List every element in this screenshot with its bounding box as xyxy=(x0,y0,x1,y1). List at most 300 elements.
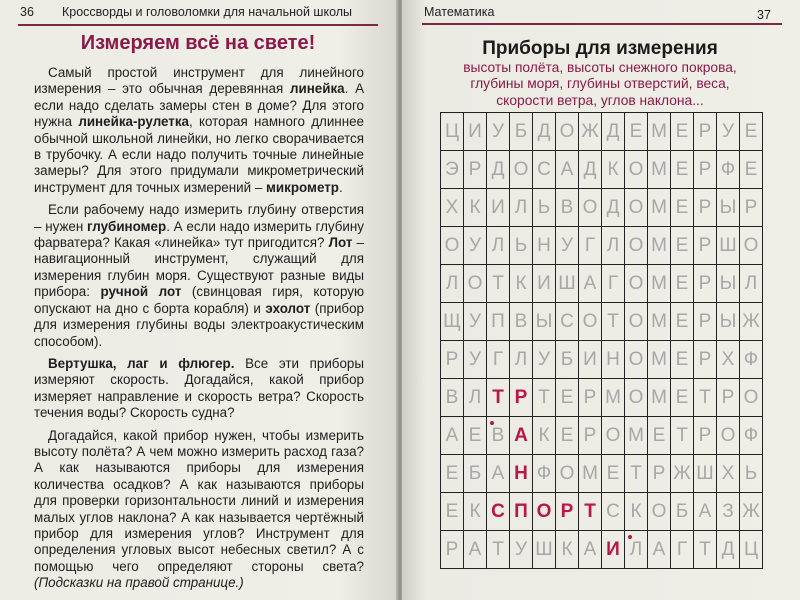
grid-letter: Т xyxy=(492,538,504,560)
grid-letter: Б xyxy=(468,462,482,484)
grid-letter: Л xyxy=(468,386,482,408)
grid-cell[interactable] xyxy=(740,379,763,417)
grid-letter: Р xyxy=(698,196,712,218)
text-run: . А если надо сделать замеры стен в доме? Для этого нужна xyxy=(34,81,364,130)
grid-letter: Р xyxy=(698,272,712,294)
grid-cell[interactable] xyxy=(579,265,602,303)
grid-letter: О xyxy=(605,424,621,446)
grid-cell[interactable] xyxy=(487,227,510,265)
grid-letter: О xyxy=(651,500,667,522)
letter-grid xyxy=(440,112,763,569)
grid-letter: О xyxy=(720,424,736,446)
grid-cell[interactable] xyxy=(625,493,648,531)
grid-cell[interactable] xyxy=(648,493,671,531)
grid-letter: Л xyxy=(514,196,528,218)
grid-cell[interactable] xyxy=(602,531,625,569)
grid-cell[interactable] xyxy=(441,113,464,151)
grid-cell[interactable] xyxy=(556,341,579,379)
grid-cell[interactable] xyxy=(625,113,648,151)
grid-letter: Е xyxy=(652,424,666,446)
text-run: (свинцовая гиря, которую опускают на дно с борта корабля) и xyxy=(34,284,364,316)
grid-letter: З xyxy=(722,500,734,522)
grid-cell[interactable] xyxy=(717,417,740,455)
grid-cell[interactable] xyxy=(694,189,717,227)
grid-cell[interactable] xyxy=(740,265,763,303)
grid-cell[interactable] xyxy=(625,379,648,417)
grid-cell[interactable] xyxy=(671,303,694,341)
grid-letter: И xyxy=(491,196,505,218)
text-run: Самый простой инструмент для линейного измерения – это обычная деревянная xyxy=(34,65,364,97)
grid-cell[interactable] xyxy=(740,151,763,189)
grid-letter: К xyxy=(469,500,481,522)
grid-cell[interactable] xyxy=(579,493,602,531)
grid-letter: О xyxy=(628,272,644,294)
grid-cell[interactable] xyxy=(694,493,717,531)
grid-letter: Ф xyxy=(743,348,759,370)
grid-cell[interactable] xyxy=(671,265,694,303)
grid-cell[interactable] xyxy=(556,493,579,531)
paragraph-3 xyxy=(34,356,364,422)
grid-letter: О xyxy=(743,234,759,256)
grid-letter: Е xyxy=(560,424,574,446)
grid-cell[interactable] xyxy=(740,531,763,569)
grid-letter: Т xyxy=(492,272,504,294)
grid-cell[interactable] xyxy=(694,417,717,455)
grid-cell[interactable] xyxy=(625,531,648,569)
grid-cell[interactable] xyxy=(740,455,763,493)
grid-cell[interactable] xyxy=(625,455,648,493)
grid-cell[interactable] xyxy=(510,531,533,569)
grid-letter: М xyxy=(651,310,667,332)
subtitle-line: скорости ветра, углов наклона... xyxy=(496,92,704,108)
grid-letter: Д xyxy=(721,538,735,560)
bold-term: линейка xyxy=(289,81,345,97)
grid-cell[interactable] xyxy=(648,531,671,569)
grid-cell[interactable] xyxy=(602,189,625,227)
grid-cell[interactable] xyxy=(464,227,487,265)
grid-letter: С xyxy=(560,310,574,332)
grid-cell[interactable] xyxy=(717,189,740,227)
grid-letter: А xyxy=(560,158,574,180)
grid-letter: Т xyxy=(492,386,504,408)
grid-letter: В xyxy=(514,310,528,332)
grid-cell[interactable] xyxy=(487,189,510,227)
grid-cell[interactable] xyxy=(671,493,694,531)
puzzle-subtitle xyxy=(440,60,760,109)
grid-letter: Е xyxy=(675,272,689,294)
grid-letter: Д xyxy=(606,120,620,142)
grid-letter: Л xyxy=(629,538,643,560)
grid-letter: Ф xyxy=(536,462,552,484)
grid-letter: Е xyxy=(629,120,643,142)
text-run: (прибор для измерения глубины воды электроакустическим способом). xyxy=(34,300,364,349)
grid-cell[interactable] xyxy=(441,151,464,189)
grid-cell[interactable] xyxy=(464,113,487,151)
grid-letter: А xyxy=(652,538,666,560)
grid-letter: Р xyxy=(744,196,758,218)
grid-letter: А xyxy=(468,538,482,560)
grid-cell[interactable] xyxy=(648,341,671,379)
grid-cell[interactable] xyxy=(717,531,740,569)
grid-letter: Р xyxy=(652,462,666,484)
grid-cell[interactable] xyxy=(510,265,533,303)
grid-cell[interactable] xyxy=(602,227,625,265)
grid-cell[interactable] xyxy=(510,113,533,151)
grid-cell[interactable] xyxy=(602,151,625,189)
paragraph-4 xyxy=(34,428,364,592)
bold-term: глубиномер xyxy=(87,218,167,234)
grid-letter: Т xyxy=(538,386,550,408)
grid-cell[interactable] xyxy=(648,189,671,227)
grid-cell[interactable] xyxy=(464,493,487,531)
grid-cell[interactable] xyxy=(487,151,510,189)
grid-cell[interactable] xyxy=(671,227,694,265)
grid-letter: Л xyxy=(514,348,528,370)
grid-cell[interactable] xyxy=(510,493,533,531)
grid-cell[interactable] xyxy=(717,265,740,303)
grid-letter: Н xyxy=(537,234,551,256)
grid-letter: Г xyxy=(584,234,596,256)
text-run: Все эти приборы измеряют скорость. Догадайся, какой прибор измеряет направление и скорость ветра? Скорость течения воды? Скорость судна? xyxy=(34,355,364,421)
grid-letter: Д xyxy=(537,120,551,142)
grid-letter: Р xyxy=(468,158,482,180)
grid-letter: Н xyxy=(514,462,528,484)
grid-letter: Ш xyxy=(719,234,737,256)
grid-letter: О xyxy=(628,158,644,180)
grid-letter: О xyxy=(513,158,529,180)
grid-letter: О xyxy=(582,196,598,218)
grid-cell[interactable] xyxy=(579,189,602,227)
grid-letter: В xyxy=(445,386,459,408)
grid-cell[interactable] xyxy=(648,265,671,303)
page-number-right: 37 xyxy=(757,8,771,22)
grid-cell[interactable] xyxy=(533,417,556,455)
grid-letter: Ь xyxy=(744,462,758,484)
grid-cell[interactable] xyxy=(648,417,671,455)
grid-cell[interactable] xyxy=(464,303,487,341)
grid-letter: К xyxy=(469,196,481,218)
grid-letter: У xyxy=(514,538,528,560)
word-start-dot xyxy=(628,535,632,539)
grid-cell[interactable] xyxy=(625,303,648,341)
grid-letter: Ы xyxy=(535,310,553,332)
grid-cell[interactable] xyxy=(717,303,740,341)
grid-letter: Е xyxy=(744,120,758,142)
grid-cell[interactable] xyxy=(602,493,625,531)
grid-cell[interactable] xyxy=(464,417,487,455)
grid-cell[interactable] xyxy=(464,151,487,189)
left-page xyxy=(0,0,398,600)
grid-cell[interactable] xyxy=(556,379,579,417)
grid-cell[interactable] xyxy=(602,113,625,151)
grid-cell[interactable] xyxy=(487,379,510,417)
grid-letter: Е xyxy=(468,424,482,446)
grid-letter: М xyxy=(605,386,621,408)
grid-letter: У xyxy=(560,234,574,256)
grid-letter: Ц xyxy=(743,538,759,560)
grid-cell[interactable] xyxy=(464,531,487,569)
grid-cell[interactable] xyxy=(441,265,464,303)
grid-cell[interactable] xyxy=(740,493,763,531)
grid-letter: И xyxy=(537,272,551,294)
grid-cell[interactable] xyxy=(464,379,487,417)
grid-cell[interactable] xyxy=(464,455,487,493)
grid-cell[interactable] xyxy=(510,341,533,379)
grid-letter: Е xyxy=(606,462,620,484)
grid-letter: Т xyxy=(699,538,711,560)
grid-cell[interactable] xyxy=(487,417,510,455)
grid-cell[interactable] xyxy=(625,341,648,379)
grid-letter: Ь xyxy=(514,234,528,256)
article-body xyxy=(34,65,364,598)
grid-cell[interactable] xyxy=(717,341,740,379)
grid-cell[interactable] xyxy=(441,493,464,531)
text-run: . А если надо измерить глубину фарватера? Какая «линейка» тут пригодится? xyxy=(34,218,365,251)
running-head-left: Кроссворды и головоломки для начальной школы xyxy=(62,5,353,19)
grid-letter: К xyxy=(561,538,573,560)
grid-cell[interactable] xyxy=(487,341,510,379)
grid-cell[interactable] xyxy=(717,151,740,189)
bold-term: микрометр xyxy=(266,179,339,195)
grid-cell[interactable] xyxy=(441,379,464,417)
grid-letter: Ы xyxy=(719,196,737,218)
grid-cell[interactable] xyxy=(556,531,579,569)
grid-letter: Р xyxy=(445,538,459,560)
grid-cell[interactable] xyxy=(533,265,556,303)
grid-cell[interactable] xyxy=(464,341,487,379)
grid-cell[interactable] xyxy=(441,531,464,569)
grid-letter: Л xyxy=(445,272,459,294)
grid-cell[interactable] xyxy=(648,151,671,189)
grid-letter: Ж xyxy=(673,462,691,484)
grid-cell[interactable] xyxy=(694,379,717,417)
grid-cell[interactable] xyxy=(487,493,510,531)
grid-cell[interactable] xyxy=(510,379,533,417)
grid-cell[interactable] xyxy=(556,455,579,493)
grid-cell[interactable] xyxy=(717,493,740,531)
grid-cell[interactable] xyxy=(533,113,556,151)
grid-cell[interactable] xyxy=(533,151,556,189)
grid-cell[interactable] xyxy=(533,493,556,531)
grid-letter: У xyxy=(468,348,482,370)
grid-letter: Е xyxy=(445,462,459,484)
grid-cell[interactable] xyxy=(533,455,556,493)
grid-cell[interactable] xyxy=(694,303,717,341)
grid-cell[interactable] xyxy=(717,379,740,417)
grid-cell[interactable] xyxy=(625,227,648,265)
grid-cell[interactable] xyxy=(625,151,648,189)
grid-cell[interactable] xyxy=(671,341,694,379)
grid-cell[interactable] xyxy=(671,455,694,493)
grid-cell[interactable] xyxy=(740,227,763,265)
grid-letter: Х xyxy=(721,348,735,370)
grid-letter: О xyxy=(743,386,759,408)
grid-cell[interactable] xyxy=(717,455,740,493)
grid-cell[interactable] xyxy=(533,341,556,379)
grid-cell[interactable] xyxy=(648,227,671,265)
grid-cell[interactable] xyxy=(579,455,602,493)
grid-cell[interactable] xyxy=(533,379,556,417)
grid-letter: Е xyxy=(675,196,689,218)
grid-letter: Д xyxy=(583,158,597,180)
grid-letter: Е xyxy=(675,234,689,256)
grid-cell[interactable] xyxy=(556,417,579,455)
grid-letter: О xyxy=(536,500,552,522)
grid-letter: Л xyxy=(491,234,505,256)
grid-cell[interactable] xyxy=(740,113,763,151)
grid-letter: Е xyxy=(675,120,689,142)
grid-cell[interactable] xyxy=(510,227,533,265)
grid-letter: Р xyxy=(445,348,459,370)
grid-cell[interactable] xyxy=(694,455,717,493)
grid-cell[interactable] xyxy=(441,303,464,341)
grid-cell[interactable] xyxy=(671,379,694,417)
grid-cell[interactable] xyxy=(694,227,717,265)
grid-cell[interactable] xyxy=(556,265,579,303)
grid-letter: О xyxy=(467,272,483,294)
grid-letter: М xyxy=(651,196,667,218)
grid-letter: С xyxy=(537,158,551,180)
grid-letter: А xyxy=(491,462,505,484)
grid-cell[interactable] xyxy=(602,455,625,493)
grid-cell[interactable] xyxy=(694,113,717,151)
grid-cell[interactable] xyxy=(510,417,533,455)
grid-letter: Г xyxy=(676,538,688,560)
bold-term: эхолот xyxy=(265,300,311,316)
grid-letter: П xyxy=(491,310,505,332)
grid-cell[interactable] xyxy=(740,303,763,341)
grid-cell[interactable] xyxy=(602,265,625,303)
header-rule-left xyxy=(18,24,378,26)
grid-cell[interactable] xyxy=(464,189,487,227)
grid-letter: В xyxy=(560,196,574,218)
grid-cell[interactable] xyxy=(487,531,510,569)
grid-cell[interactable] xyxy=(556,113,579,151)
grid-cell[interactable] xyxy=(602,341,625,379)
grid-cell[interactable] xyxy=(625,417,648,455)
grid-cell[interactable] xyxy=(510,151,533,189)
text-run: Догадайся, какой прибор нужен, чтобы измерить высоту полёта? А чем можно измерить расход газа? А как называются приборы для измерения количества осадков? А как называются приборы для проверки горизонтальности линий и измерения малых углов наклона? А как называется чертёжный прибор для измерения углов? Инструмент для определения угловых высот небесных светил? А с помощью чего определяют стороны света? xyxy=(34,427,364,574)
grid-cell[interactable] xyxy=(556,303,579,341)
grid-cell[interactable] xyxy=(602,303,625,341)
grid-cell[interactable] xyxy=(740,189,763,227)
grid-cell[interactable] xyxy=(740,341,763,379)
grid-cell[interactable] xyxy=(510,189,533,227)
bold-term: Лот xyxy=(328,235,353,251)
grid-cell[interactable] xyxy=(625,189,648,227)
grid-letter: Ы xyxy=(719,272,737,294)
grid-cell[interactable] xyxy=(533,531,556,569)
grid-cell[interactable] xyxy=(556,189,579,227)
grid-cell[interactable] xyxy=(579,113,602,151)
grid-cell[interactable] xyxy=(533,189,556,227)
grid-letter: У xyxy=(468,310,482,332)
grid-letter: М xyxy=(651,272,667,294)
grid-cell[interactable] xyxy=(487,455,510,493)
grid-letter: О xyxy=(559,120,575,142)
grid-cell[interactable] xyxy=(487,303,510,341)
grid-letter: Л xyxy=(744,272,758,294)
italic-note: (Подсказки на правой странице.) xyxy=(34,575,244,591)
grid-letter: Т xyxy=(607,310,619,332)
grid-cell[interactable] xyxy=(694,341,717,379)
grid-letter: С xyxy=(491,500,505,522)
grid-cell[interactable] xyxy=(694,265,717,303)
grid-letter: П xyxy=(514,500,528,522)
grid-letter: О xyxy=(628,234,644,256)
grid-cell[interactable] xyxy=(648,379,671,417)
grid-letter: К xyxy=(607,158,619,180)
grid-cell[interactable] xyxy=(602,379,625,417)
grid-cell[interactable] xyxy=(441,189,464,227)
grid-letter: Р xyxy=(698,158,712,180)
grid-cell[interactable] xyxy=(694,531,717,569)
grid-cell[interactable] xyxy=(510,303,533,341)
grid-cell[interactable] xyxy=(510,455,533,493)
grid-cell[interactable] xyxy=(579,227,602,265)
bold-term: ручной лот xyxy=(100,284,182,300)
grid-cell[interactable] xyxy=(602,417,625,455)
running-head-right: Математика xyxy=(424,5,495,19)
grid-cell[interactable] xyxy=(579,379,602,417)
grid-cell[interactable] xyxy=(579,303,602,341)
grid-cell[interactable] xyxy=(441,227,464,265)
grid-cell[interactable] xyxy=(579,531,602,569)
grid-cell[interactable] xyxy=(717,113,740,151)
grid-cell[interactable] xyxy=(671,417,694,455)
grid-letter: Б xyxy=(675,500,689,522)
grid-letter: Ц xyxy=(444,120,460,142)
grid-letter: Э xyxy=(445,158,459,180)
grid-letter: Р xyxy=(698,348,712,370)
grid-cell[interactable] xyxy=(556,151,579,189)
grid-letter: Щ xyxy=(443,310,461,332)
grid-cell[interactable] xyxy=(671,531,694,569)
grid-letter: Т xyxy=(630,462,642,484)
grid-letter: Р xyxy=(721,386,735,408)
grid-letter: Е xyxy=(675,310,689,332)
grid-cell[interactable] xyxy=(556,227,579,265)
grid-cell[interactable] xyxy=(648,303,671,341)
grid-cell[interactable] xyxy=(441,455,464,493)
grid-letter: Ш xyxy=(558,272,576,294)
grid-cell[interactable] xyxy=(740,417,763,455)
grid-cell[interactable] xyxy=(648,455,671,493)
grid-cell[interactable] xyxy=(441,341,464,379)
grid-cell[interactable] xyxy=(625,265,648,303)
grid-cell[interactable] xyxy=(533,227,556,265)
word-start-dot xyxy=(490,421,494,425)
grid-cell[interactable] xyxy=(579,417,602,455)
subtitle-line: глубины моря, глубины отверстий, веса, xyxy=(470,76,730,92)
grid-cell[interactable] xyxy=(671,151,694,189)
grid-cell[interactable] xyxy=(671,113,694,151)
paragraph-2 xyxy=(34,202,364,350)
grid-cell[interactable] xyxy=(671,189,694,227)
grid-cell[interactable] xyxy=(441,417,464,455)
grid-cell[interactable] xyxy=(487,113,510,151)
grid-cell[interactable] xyxy=(533,303,556,341)
bold-term: линейка-рулетка xyxy=(78,114,190,130)
grid-cell[interactable] xyxy=(694,151,717,189)
grid-cell[interactable] xyxy=(648,113,671,151)
grid-cell[interactable] xyxy=(579,151,602,189)
grid-cell[interactable] xyxy=(464,265,487,303)
grid-cell[interactable] xyxy=(579,341,602,379)
grid-letter: Р xyxy=(698,234,712,256)
grid-cell[interactable] xyxy=(487,265,510,303)
grid-cell[interactable] xyxy=(717,227,740,265)
